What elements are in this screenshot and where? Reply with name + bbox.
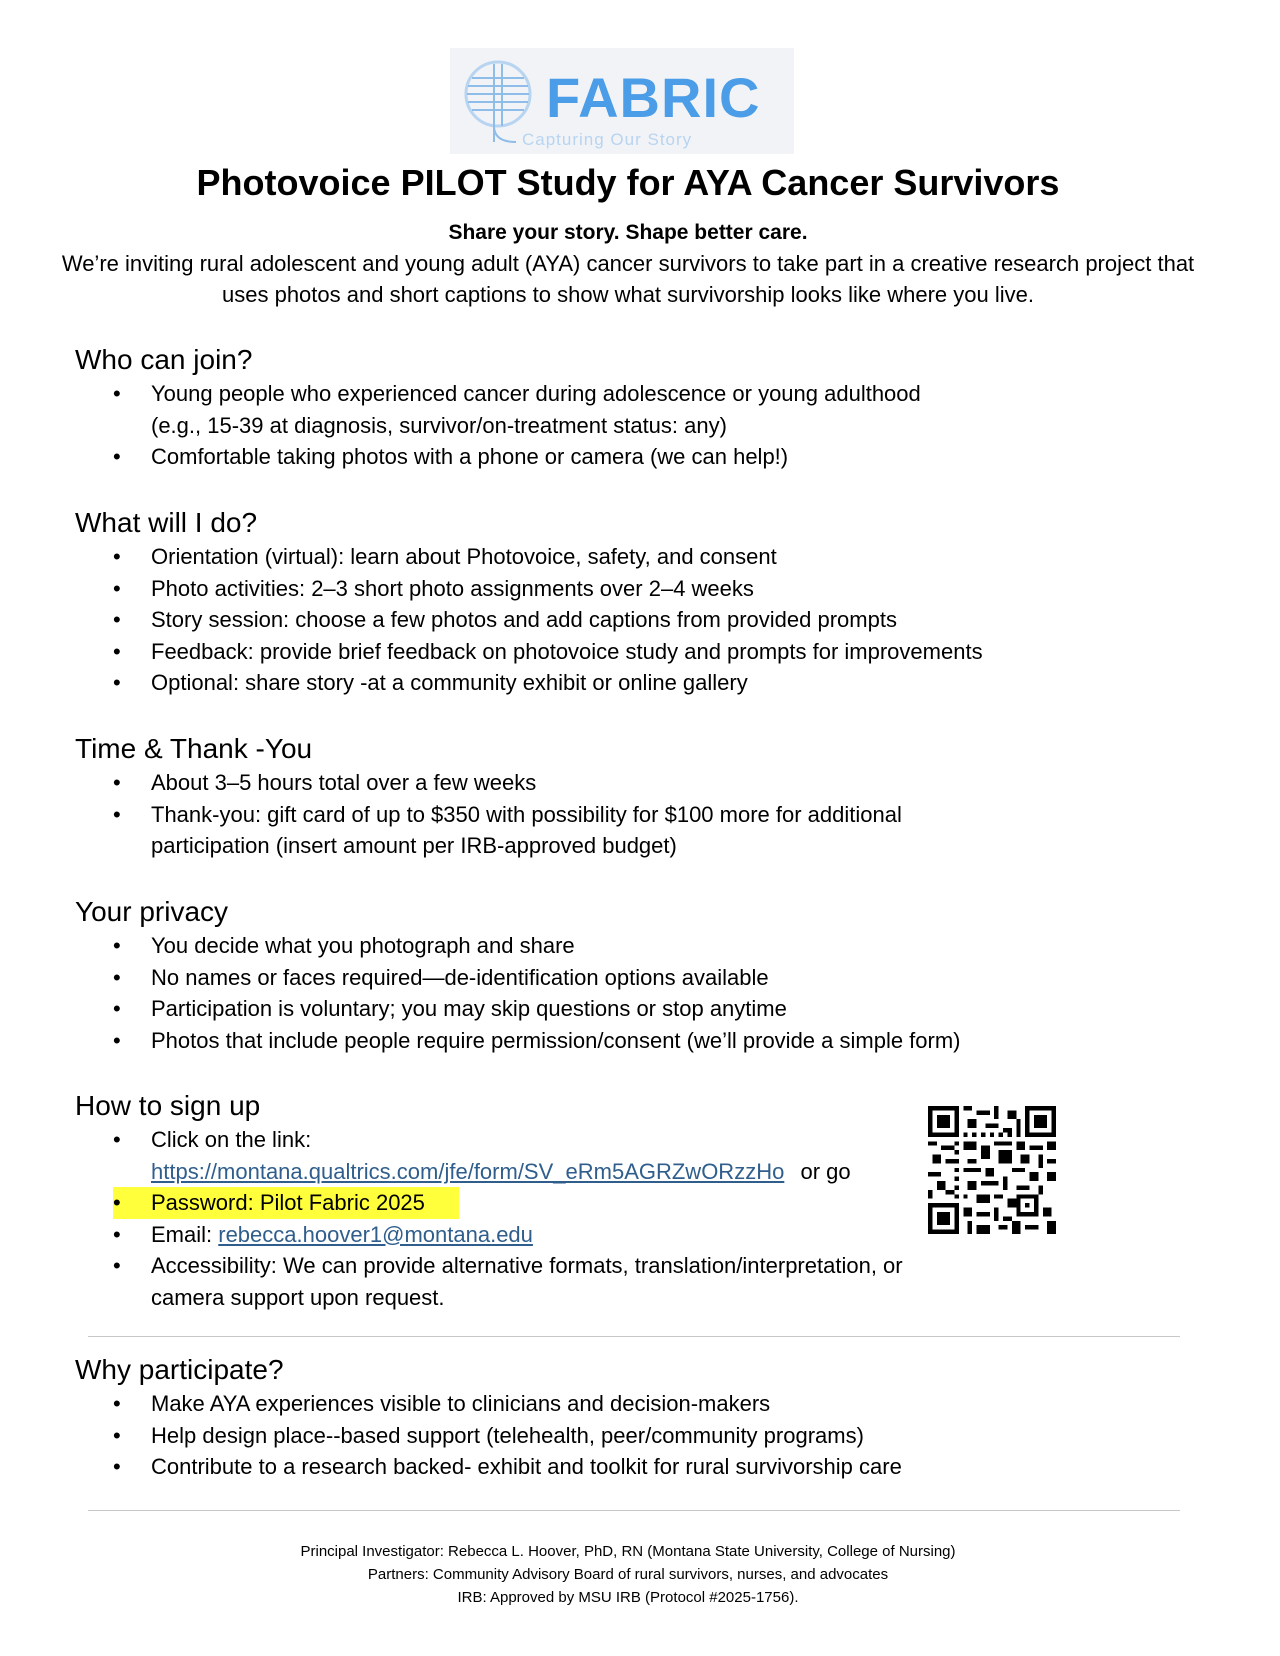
list-item: • Make AYA experiences visible to clinicians and decision-makers (113, 1391, 771, 1416)
section-heading: How to sign up (75, 1090, 261, 1121)
list-item: • Optional: share story -at a community exhibit or online gallery (113, 670, 748, 695)
list-item: • Comfortable taking photos with a phone or camera (we can help!) (113, 444, 789, 469)
section-your-privacy (75, 894, 1205, 1056)
list-item-continuation: camera support upon request. (151, 1284, 445, 1310)
list-item-continuation: (e.g., 15-39 at diagnosis, survivor/on-treatment status: any) (151, 412, 727, 438)
qr-code-icon[interactable] (928, 1106, 1056, 1234)
list-item: • Contribute to a research backed- exhibit and toolkit for rural survivorship care (113, 1454, 902, 1479)
list-item: • Photo activities: 2–3 short photo assignments over 2–4 weeks (113, 575, 754, 601)
list-item: • No names or faces required—de-identification options available (113, 964, 769, 990)
section-who-can-join (75, 342, 1205, 473)
list-item: • Photos that include people require permission/consent (we’ll provide a simple form) (113, 1027, 961, 1053)
intro-paragraph: We’re inviting rural adolescent and young adult (AYA) cancer survivors to take part in a creative research project that uses photos and short captions to show what survivorship looks like where you live. (61, 251, 1195, 307)
footer-pi: Principal Investigator: Rebecca L. Hoover, PhD, RN (Montana State University, College of Nursing) (300, 1543, 956, 1560)
list-item-accessibility: • Accessibility: We can provide alternative formats, translation/interpretation, or (113, 1253, 903, 1278)
section-heading: Your privacy (75, 896, 229, 927)
list-item: • Thank-you: gift card of up to $350 with possibility for $100 more for additional (113, 801, 902, 827)
section-time-thank-you (75, 731, 1205, 862)
list-item: • Feedback: provide brief feedback on photovoice study and prompts for improvements (113, 638, 983, 664)
email-link[interactable]: rebecca.hoover1@montana.edu (218, 1221, 533, 1247)
footer-partners: Partners: Community Advisory Board of rural survivors, nurses, and advocates (367, 1566, 889, 1583)
list-item: • Story session: choose a few photos and add captions from provided prompts (113, 607, 897, 632)
list-item-email: • Email: rebecca.hoover1@montana.edu (113, 1221, 533, 1247)
logo-brand-text: FABRIC (546, 66, 761, 129)
list-item: • About 3–5 hours total over a few weeks (113, 770, 537, 795)
list-item-password: • Password: Pilot Fabric 2025 (113, 1187, 459, 1219)
fabric-logo (450, 48, 794, 154)
footer (0, 1540, 1256, 1609)
section-divider (88, 1336, 1180, 1337)
signup-link[interactable]: https://montana.qualtrics.com/jfe/form/SV_eRm5AGRZwORzzHo (151, 1158, 785, 1184)
section-heading: Why participate? (75, 1354, 284, 1385)
list-item-click-link: • Click on the link: (113, 1127, 312, 1152)
list-item: • You decide what you photograph and share (113, 933, 575, 958)
section-heading: Time & Thank -You (75, 733, 313, 764)
list-item: • Young people who experienced cancer during adolescence or young adulthood (113, 381, 921, 406)
list-item-continuation: participation (insert amount per IRB-approved budget) (151, 833, 677, 858)
or-go-text: or go (800, 1158, 851, 1184)
list-item: • Orientation (virtual): learn about Photovoice, safety, and consent (113, 544, 777, 569)
section-divider (88, 1510, 1180, 1511)
list-item: • Help design place--based support (telehealth, peer/community programs) (113, 1422, 864, 1448)
page-subtitle: Share your story. Shape better care. (448, 221, 808, 244)
logo-tagline: Capturing Our Story (522, 130, 693, 149)
section-what-will-i-do (75, 505, 1205, 699)
list-item: • Participation is voluntary; you may skip questions or stop anytime (113, 996, 787, 1021)
section-heading: Who can join? (75, 344, 253, 375)
footer-irb: IRB: Approved by MSU IRB (Protocol #2025-1756). (457, 1589, 799, 1606)
page-title: Photovoice PILOT Study for AYA Cancer Survivors (196, 162, 1060, 203)
section-why-participate (75, 1352, 1205, 1483)
section-heading: What will I do? (75, 507, 258, 538)
